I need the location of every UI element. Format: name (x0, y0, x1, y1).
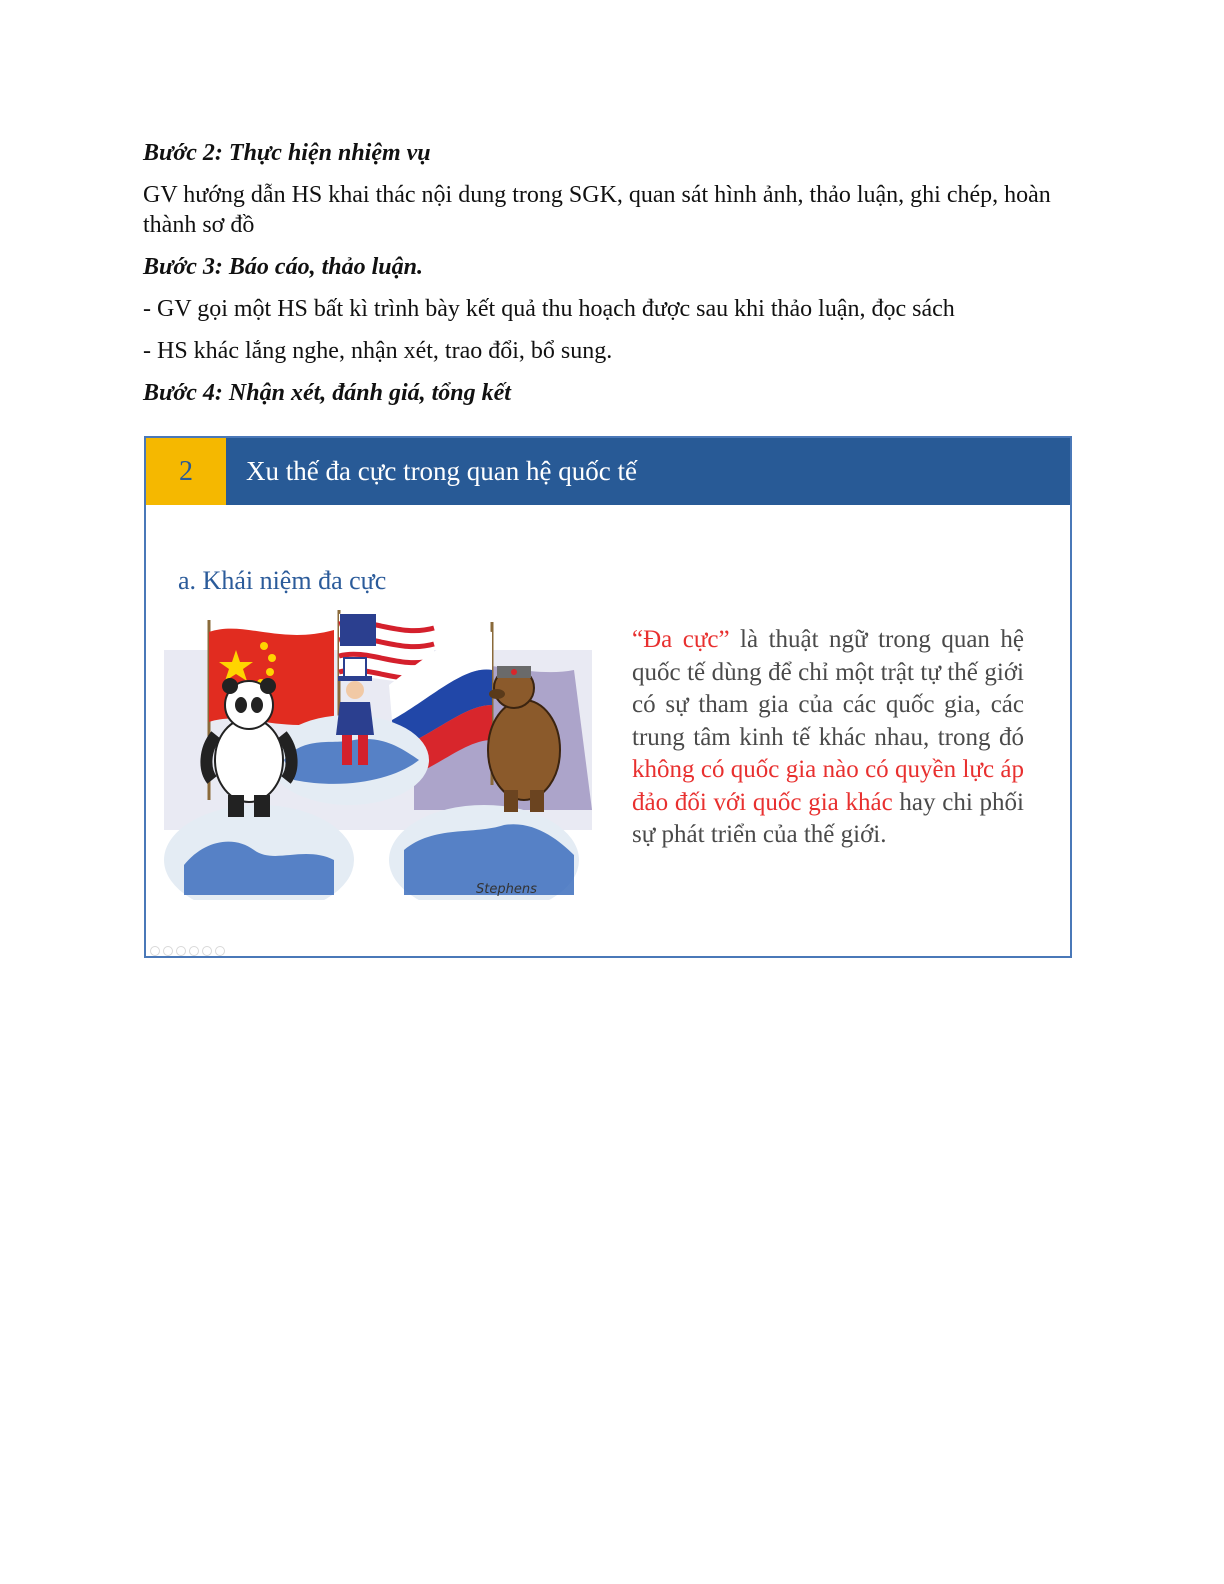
definition-part2: hay chi phối sự phát triển của thế giới. (632, 788, 1024, 848)
slide-header (146, 438, 1070, 505)
section-title: a. Khái niệm đa cực (178, 566, 387, 595)
cartoon-signature: Stephens (476, 882, 537, 897)
step3-heading: Bước 3: Báo cáo, thảo luận. (143, 254, 423, 280)
pen-icon[interactable] (176, 946, 186, 956)
step3-line2: - HS khác lắng nghe, nhận xét, trao đổi, bổ sung. (143, 338, 613, 364)
slide (144, 436, 1072, 958)
nav-next-icon[interactable] (163, 946, 173, 956)
step2-text: GV hướng dẫn HS khai thác nội dung trong SGK, quan sát hình ảnh, thảo luận, ghi chép, hoàn thành sơ đồ (143, 182, 1051, 238)
multipolar-cartoon (164, 610, 592, 900)
nav-prev-icon[interactable] (150, 946, 160, 956)
step2-heading: Bước 2: Thực hiện nhiệm vụ (143, 140, 431, 166)
step4-heading: Bước 4: Nhận xét, đánh giá, tổng kết (143, 380, 511, 406)
slide-nav-controls (150, 946, 225, 956)
menu-icon[interactable] (215, 946, 225, 956)
document-body (143, 138, 1083, 420)
grid-icon[interactable] (202, 946, 212, 956)
definition-part1: là thuật ngữ trong quan hệ quốc tế dùng để chỉ một trật tự thế giới có sự tham gia của các quốc gia, các trung tâm kinh tế khác nhau, trong đó (632, 626, 1025, 751)
slide-number: 2 (146, 438, 226, 505)
zoom-icon[interactable] (189, 946, 199, 956)
definition-highlight: không có quốc gia nào có quyền lực áp đảo đối với quốc gia khác (632, 756, 1024, 816)
step3-line1: - GV gọi một HS bất kì trình bày kết quả thu hoạch được sau khi thảo luận, đọc sách (143, 296, 955, 322)
definition-term: “Đa cực” (632, 626, 730, 653)
definition-text (632, 624, 1024, 852)
slide-title: Xu thế đa cực trong quan hệ quốc tế (246, 456, 637, 486)
